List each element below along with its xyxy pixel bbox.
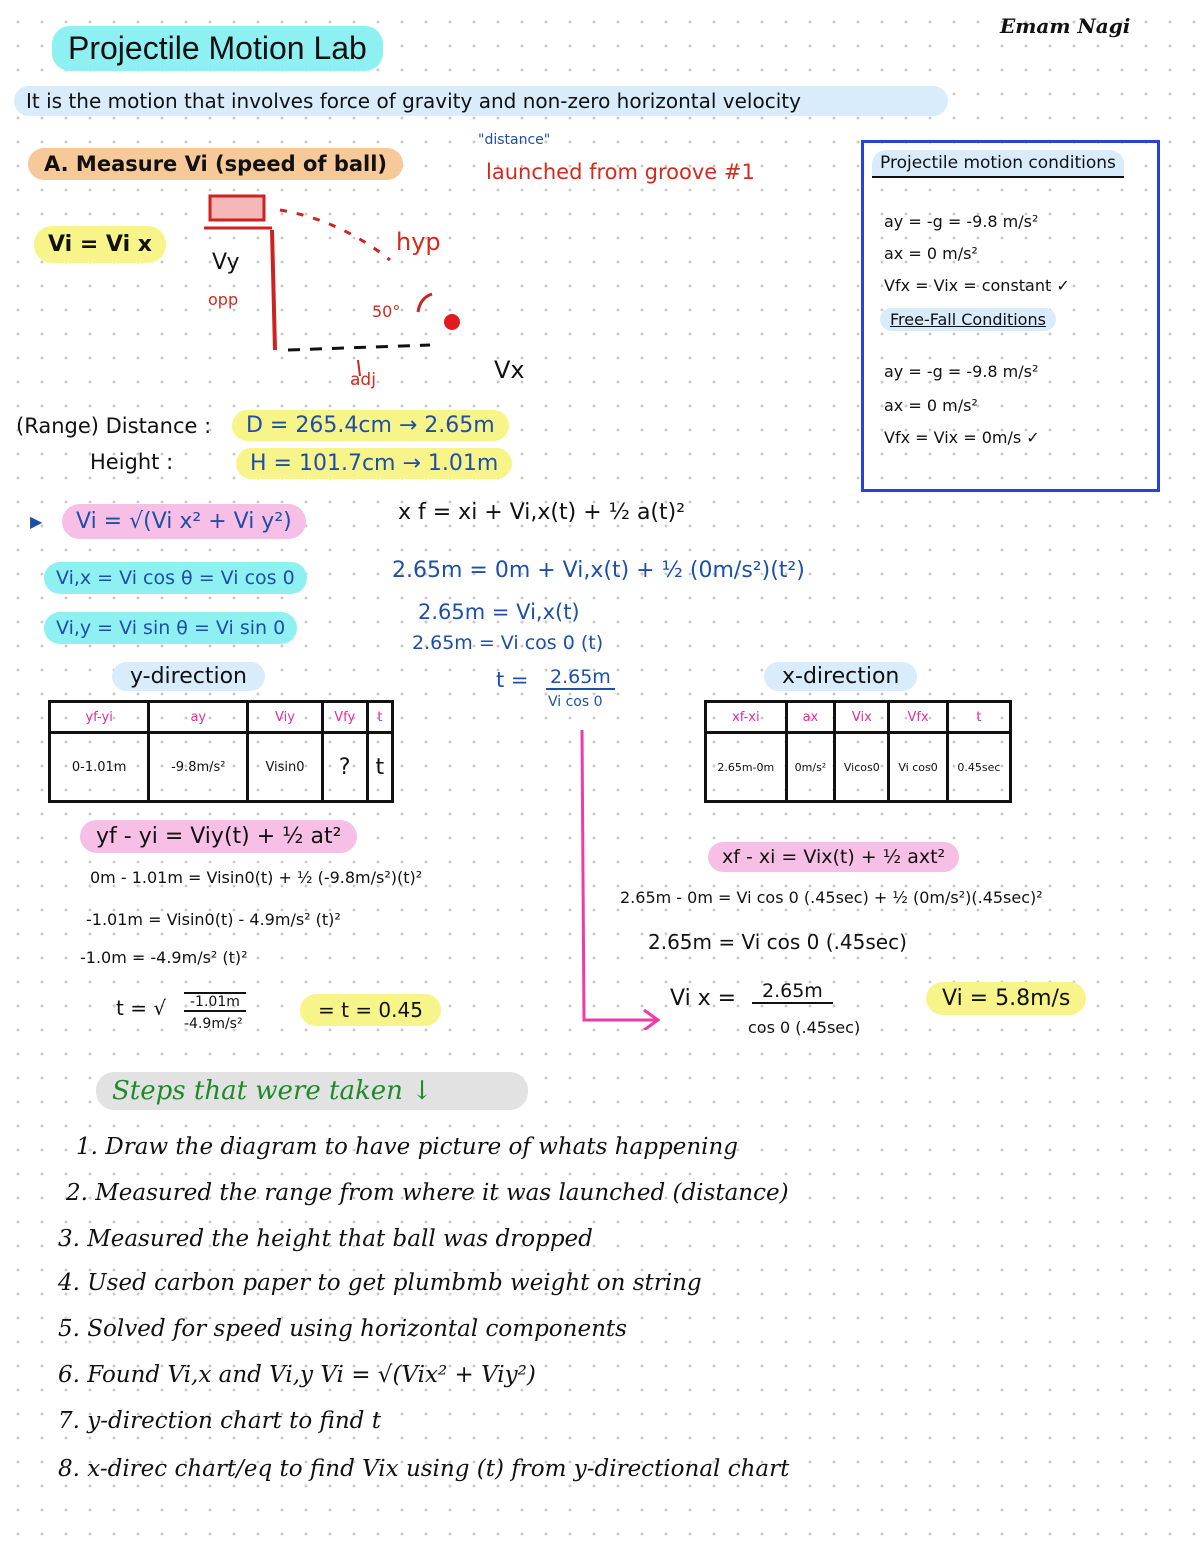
x-col-vix: Vix xyxy=(835,702,889,733)
connector-arrow xyxy=(570,730,670,1030)
y-col-vfy: Vfy xyxy=(322,702,367,733)
conditions-title: Projectile motion conditions xyxy=(872,150,1124,178)
t-eq-lhs: t = xyxy=(496,668,529,692)
y-val-t: t xyxy=(367,733,392,802)
ff-line-1: ay = -g = -9.8 m/s² xyxy=(884,362,1039,381)
x-eq-4-lhs: Vi x = xyxy=(670,986,737,1011)
x-val-displacement: 2.65m-0m xyxy=(706,733,787,802)
kinematic-cos: 2.65m = Vi cos 0 (t) xyxy=(412,632,604,654)
y-val-accel: -9.8m/s² xyxy=(149,733,248,802)
kinematic-simplified: 2.65m = Vi,x(t) xyxy=(418,600,580,624)
step-item: 3. Measured the height that ball was dropped xyxy=(58,1226,593,1252)
y-val-vfy: ? xyxy=(322,733,367,802)
y-eq-5-lhs: t = √ xyxy=(116,996,167,1020)
y-eq-3: -1.01m = Visin0(t) - 4.9m/s² (t)² xyxy=(86,910,341,929)
page-title: Projectile Motion Lab xyxy=(52,26,383,71)
distance-note: "distance" xyxy=(478,132,551,148)
diagram-vx-label: Vx xyxy=(494,356,525,384)
y-eq-5-num: -1.01m xyxy=(184,992,246,1012)
ball xyxy=(444,314,460,330)
x-col-accel: ax xyxy=(786,702,835,733)
x-col-displacement: xf-xi xyxy=(706,702,787,733)
x-val-vix: Vicos0 xyxy=(835,733,889,802)
step-item: 2. Measured the range from where it was launched (distance) xyxy=(66,1180,789,1206)
y-direction-table xyxy=(48,700,394,803)
step-item: 6. Found Vi,x and Vi,y Vi = √(Vix² + Viy²) xyxy=(58,1362,536,1388)
ff-line-3: Vfx = Vix = 0m/s ✓ xyxy=(884,428,1040,447)
diagram-angle-label: 50° xyxy=(372,302,401,321)
range-value: D = 265.4cm → 2.65m xyxy=(232,410,509,441)
y-eq-1: yf - yi = Viy(t) + ½ at² xyxy=(80,820,357,853)
diagram-adj-label: adj xyxy=(350,370,376,390)
author-name: Emam Nagi xyxy=(1000,14,1131,38)
vi-magnitude-eq: Vi = √(Vi x² + Vi y²) xyxy=(62,504,306,539)
x-eq-4-den: cos 0 (.45sec) xyxy=(748,1018,861,1037)
kinematic-eq: x f = xi + Vi,x(t) + ½ a(t)² xyxy=(398,500,686,525)
x-col-t: t xyxy=(947,702,1010,733)
x-direction-title: x-direction xyxy=(764,662,917,691)
step-item: 7. y-direction chart to find t xyxy=(58,1408,381,1434)
condition-line-3: Vfx = Vix = constant ✓ xyxy=(884,276,1070,295)
condition-line-2: ax = 0 m/s² xyxy=(884,244,978,263)
bullet-arrow: ▶ xyxy=(30,512,43,531)
step-item: 8. x-direc chart/eq to find Vix using (t) from y-directional chart xyxy=(58,1456,790,1482)
step-item: 5. Solved for speed using horizontal components xyxy=(58,1316,627,1342)
y-direction-title: y-direction xyxy=(112,662,265,691)
vix-eq: Vi,x = Vi cos θ = Vi cos 0 xyxy=(44,562,307,594)
diagram-vy-label: Vy xyxy=(212,250,240,275)
launch-note: launched from groove #1 xyxy=(486,160,755,184)
condition-line-1: ay = -g = -9.8 m/s² xyxy=(884,212,1039,231)
kinematic-sub: 2.65m = 0m + Vi,x(t) + ½ (0m/s²)(t²) xyxy=(392,558,805,583)
step-item: 4. Used carbon paper to get plumbmb weight on string xyxy=(58,1270,702,1296)
y-col-viy: Viy xyxy=(248,702,322,733)
y-col-t: t xyxy=(367,702,392,733)
x-val-accel: 0m/s² xyxy=(786,733,835,802)
x-eq-2: 2.65m - 0m = Vi cos 0 (.45sec) + ½ (0m/s²)(.45sec)² xyxy=(620,888,1043,907)
range-label: (Range) Distance : xyxy=(16,414,212,438)
steps-list xyxy=(58,1134,789,1502)
y-eq-2: 0m - 1.01m = Visin0(t) + ½ (-9.8m/s²)(t)² xyxy=(90,868,423,887)
x-result: Vi = 5.8m/s xyxy=(926,982,1086,1015)
height-value: H = 101.7cm → 1.01m xyxy=(236,448,512,479)
height-label: Height : xyxy=(90,450,174,474)
x-direction-table xyxy=(704,700,1012,803)
y-eq-5-den: -4.9m/s² xyxy=(184,1016,243,1032)
x-val-vfx: Vi cos0 xyxy=(889,733,947,802)
y-col-displacement: yf-yi xyxy=(50,702,149,733)
diagram-opp-label: opp xyxy=(208,290,239,309)
section-a-label: A. Measure Vi (speed of ball) xyxy=(28,148,403,180)
viy-eq: Vi,y = Vi sin θ = Vi sin 0 xyxy=(44,612,297,644)
x-eq-1: xf - xi = Vix(t) + ½ axt² xyxy=(708,842,959,872)
x-eq-4-num: 2.65m xyxy=(752,980,833,1004)
y-val-viy: Visin0 xyxy=(248,733,322,802)
free-fall-title: Free-Fall Conditions xyxy=(880,308,1056,331)
x-col-vfx: Vfx xyxy=(889,702,947,733)
diagram-hyp-label: hyp xyxy=(396,228,441,256)
step-item: 1. Draw the diagram to have picture of whats happening xyxy=(76,1134,739,1160)
t-eq-den: Vi cos 0 xyxy=(548,694,603,710)
y-val-displacement: 0-1.01m xyxy=(50,733,149,802)
y-col-accel: ay xyxy=(149,702,248,733)
launcher-block xyxy=(210,196,264,220)
x-eq-3: 2.65m = Vi cos 0 (.45sec) xyxy=(648,930,907,954)
y-result: = t = 0.45 xyxy=(300,994,441,1026)
ff-line-2: ax = 0 m/s² xyxy=(884,396,978,415)
definition: It is the motion that involves force of gravity and non-zero horizontal velocity xyxy=(14,86,948,116)
t-eq-num: 2.65m xyxy=(546,666,615,690)
y-eq-4: -1.0m = -4.9m/s² (t)² xyxy=(80,948,248,967)
vi-equals-vix: Vi = Vi x xyxy=(34,226,166,263)
steps-title: Steps that were taken ↓ xyxy=(96,1072,528,1110)
x-val-t: 0.45sec xyxy=(947,733,1010,802)
